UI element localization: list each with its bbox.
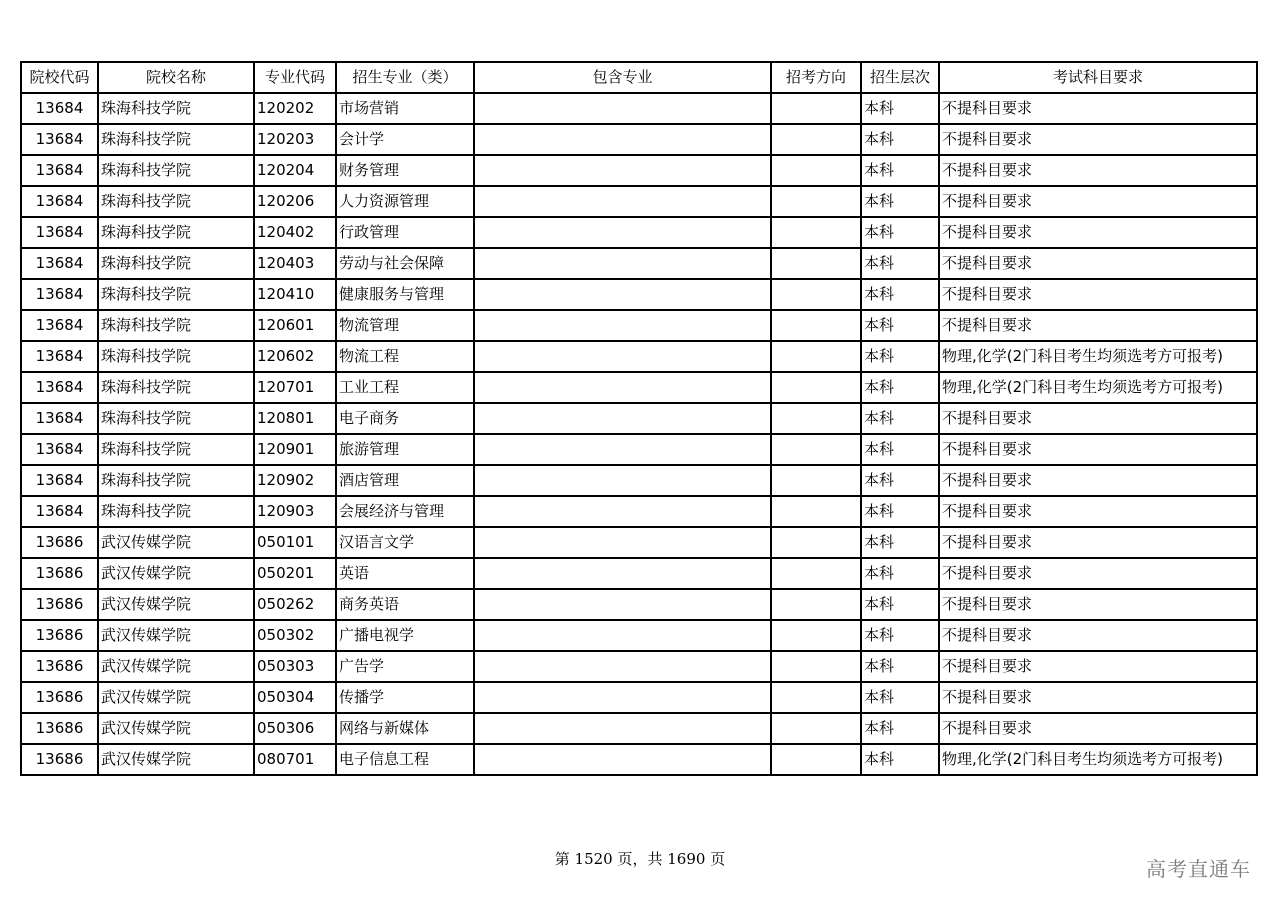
cell-direction [771, 217, 861, 248]
cell-school-code: 13684 [21, 434, 98, 465]
cell-school-code: 13686 [21, 620, 98, 651]
table-row [21, 651, 1257, 682]
cell-direction [771, 713, 861, 744]
cell-major-code: 120402 [254, 217, 336, 248]
cell-level: 本科 [861, 527, 939, 558]
cell-school-code: 13686 [21, 682, 98, 713]
cell-level: 本科 [861, 124, 939, 155]
cell-major: 会展经济与管理 [336, 496, 474, 527]
cell-school-name: 武汉传媒学院 [98, 589, 254, 620]
cell-major-code: 120403 [254, 248, 336, 279]
cell-subject-requirement: 不提科目要求 [939, 465, 1257, 496]
cell-major-code: 050302 [254, 620, 336, 651]
cell-direction [771, 558, 861, 589]
cell-included-majors [474, 620, 771, 651]
cell-direction [771, 186, 861, 217]
cell-subject-requirement: 不提科目要求 [939, 589, 1257, 620]
header-subject-requirement: 考试科目要求 [939, 62, 1257, 93]
cell-level: 本科 [861, 651, 939, 682]
cell-included-majors [474, 248, 771, 279]
cell-direction [771, 682, 861, 713]
cell-direction [771, 527, 861, 558]
header-major-code: 专业代码 [254, 62, 336, 93]
cell-subject-requirement: 不提科目要求 [939, 682, 1257, 713]
table-row [21, 341, 1257, 372]
cell-subject-requirement: 不提科目要求 [939, 310, 1257, 341]
cell-school-code: 13684 [21, 496, 98, 527]
cell-major: 电子商务 [336, 403, 474, 434]
cell-major: 传播学 [336, 682, 474, 713]
cell-major: 网络与新媒体 [336, 713, 474, 744]
cell-school-name: 珠海科技学院 [98, 155, 254, 186]
cell-school-code: 13684 [21, 310, 98, 341]
cell-major: 物流工程 [336, 341, 474, 372]
cell-direction [771, 434, 861, 465]
cell-major-code: 120901 [254, 434, 336, 465]
cell-school-name: 珠海科技学院 [98, 186, 254, 217]
cell-subject-requirement: 不提科目要求 [939, 248, 1257, 279]
cell-level: 本科 [861, 372, 939, 403]
cell-subject-requirement: 物理,化学(2门科目考生均须选考方可报考) [939, 744, 1257, 775]
cell-school-code: 13684 [21, 186, 98, 217]
cell-school-code: 13684 [21, 372, 98, 403]
cell-direction [771, 341, 861, 372]
cell-school-name: 珠海科技学院 [98, 434, 254, 465]
cell-major-code: 120601 [254, 310, 336, 341]
cell-included-majors [474, 496, 771, 527]
cell-major: 行政管理 [336, 217, 474, 248]
watermark: 高考直通车 [1146, 857, 1251, 881]
cell-included-majors [474, 310, 771, 341]
cell-level: 本科 [861, 744, 939, 775]
cell-level: 本科 [861, 217, 939, 248]
cell-school-code: 13686 [21, 651, 98, 682]
cell-major: 劳动与社会保障 [336, 248, 474, 279]
cell-school-name: 武汉传媒学院 [98, 682, 254, 713]
cell-school-name: 珠海科技学院 [98, 279, 254, 310]
cell-level: 本科 [861, 620, 939, 651]
cell-major: 会计学 [336, 124, 474, 155]
table-row [21, 155, 1257, 186]
cell-major: 商务英语 [336, 589, 474, 620]
cell-direction [771, 465, 861, 496]
cell-subject-requirement: 不提科目要求 [939, 279, 1257, 310]
cell-school-code: 13684 [21, 248, 98, 279]
cell-major-code: 120203 [254, 124, 336, 155]
cell-direction [771, 93, 861, 124]
cell-school-name: 武汉传媒学院 [98, 744, 254, 775]
cell-level: 本科 [861, 589, 939, 620]
header-school-name: 院校名称 [98, 62, 254, 93]
cell-major: 健康服务与管理 [336, 279, 474, 310]
cell-school-code: 13686 [21, 713, 98, 744]
table-row [21, 279, 1257, 310]
cell-subject-requirement: 物理,化学(2门科目考生均须选考方可报考) [939, 341, 1257, 372]
cell-school-code: 13684 [21, 279, 98, 310]
cell-major: 电子信息工程 [336, 744, 474, 775]
cell-included-majors [474, 155, 771, 186]
cell-subject-requirement: 不提科目要求 [939, 403, 1257, 434]
cell-level: 本科 [861, 341, 939, 372]
cell-level: 本科 [861, 403, 939, 434]
cell-level: 本科 [861, 279, 939, 310]
cell-major: 市场营销 [336, 93, 474, 124]
cell-included-majors [474, 682, 771, 713]
cell-school-name: 武汉传媒学院 [98, 620, 254, 651]
table-row [21, 713, 1257, 744]
cell-direction [771, 155, 861, 186]
cell-major-code: 050201 [254, 558, 336, 589]
cell-included-majors [474, 527, 771, 558]
table-row [21, 217, 1257, 248]
cell-school-code: 13684 [21, 217, 98, 248]
cell-included-majors [474, 465, 771, 496]
cell-major-code: 120903 [254, 496, 336, 527]
cell-major-code: 080701 [254, 744, 336, 775]
table-row [21, 248, 1257, 279]
table-row [21, 310, 1257, 341]
cell-level: 本科 [861, 155, 939, 186]
cell-school-name: 珠海科技学院 [98, 496, 254, 527]
table-row [21, 434, 1257, 465]
cell-direction [771, 372, 861, 403]
cell-school-name: 武汉传媒学院 [98, 527, 254, 558]
cell-major-code: 050262 [254, 589, 336, 620]
cell-subject-requirement: 不提科目要求 [939, 217, 1257, 248]
cell-school-code: 13686 [21, 527, 98, 558]
cell-subject-requirement: 物理,化学(2门科目考生均须选考方可报考) [939, 372, 1257, 403]
table-row [21, 589, 1257, 620]
cell-level: 本科 [861, 310, 939, 341]
table-row [21, 186, 1257, 217]
cell-level: 本科 [861, 93, 939, 124]
cell-included-majors [474, 558, 771, 589]
cell-direction [771, 744, 861, 775]
table-row [21, 93, 1257, 124]
cell-included-majors [474, 93, 771, 124]
cell-school-name: 珠海科技学院 [98, 372, 254, 403]
cell-school-name: 珠海科技学院 [98, 93, 254, 124]
cell-level: 本科 [861, 713, 939, 744]
cell-subject-requirement: 不提科目要求 [939, 651, 1257, 682]
cell-major: 广播电视学 [336, 620, 474, 651]
cell-school-name: 珠海科技学院 [98, 465, 254, 496]
cell-major-code: 120801 [254, 403, 336, 434]
table-header [21, 62, 1257, 93]
cell-included-majors [474, 713, 771, 744]
cell-school-name: 珠海科技学院 [98, 341, 254, 372]
table-row [21, 558, 1257, 589]
cell-subject-requirement: 不提科目要求 [939, 124, 1257, 155]
cell-major-code: 050304 [254, 682, 336, 713]
cell-school-code: 13686 [21, 744, 98, 775]
cell-included-majors [474, 217, 771, 248]
cell-subject-requirement: 不提科目要求 [939, 186, 1257, 217]
cell-subject-requirement: 不提科目要求 [939, 620, 1257, 651]
cell-school-code: 13684 [21, 341, 98, 372]
cell-direction [771, 279, 861, 310]
header-row [21, 62, 1257, 93]
cell-included-majors [474, 279, 771, 310]
cell-school-name: 武汉传媒学院 [98, 713, 254, 744]
cell-direction [771, 496, 861, 527]
admissions-table [20, 61, 1258, 776]
table-body [21, 93, 1257, 775]
cell-school-code: 13684 [21, 93, 98, 124]
cell-included-majors [474, 124, 771, 155]
cell-school-code: 13686 [21, 558, 98, 589]
cell-subject-requirement: 不提科目要求 [939, 527, 1257, 558]
cell-included-majors [474, 403, 771, 434]
header-included-majors: 包含专业 [474, 62, 771, 93]
cell-major: 物流管理 [336, 310, 474, 341]
cell-direction [771, 403, 861, 434]
cell-subject-requirement: 不提科目要求 [939, 93, 1257, 124]
cell-major: 人力资源管理 [336, 186, 474, 217]
header-major: 招生专业（类） [336, 62, 474, 93]
table-row [21, 465, 1257, 496]
cell-school-code: 13686 [21, 589, 98, 620]
cell-school-name: 珠海科技学院 [98, 248, 254, 279]
cell-school-name: 武汉传媒学院 [98, 651, 254, 682]
cell-school-name: 珠海科技学院 [98, 403, 254, 434]
cell-direction [771, 651, 861, 682]
cell-major: 旅游管理 [336, 434, 474, 465]
cell-level: 本科 [861, 248, 939, 279]
cell-major-code: 120602 [254, 341, 336, 372]
page-footer: 第 1520 页，共 1690 页 [554, 850, 726, 868]
cell-direction [771, 620, 861, 651]
cell-major: 财务管理 [336, 155, 474, 186]
cell-level: 本科 [861, 465, 939, 496]
cell-school-code: 13684 [21, 124, 98, 155]
cell-major-code: 050101 [254, 527, 336, 558]
cell-major-code: 120206 [254, 186, 336, 217]
cell-major-code: 120902 [254, 465, 336, 496]
cell-level: 本科 [861, 434, 939, 465]
cell-major-code: 120410 [254, 279, 336, 310]
cell-major: 汉语言文学 [336, 527, 474, 558]
table-row [21, 682, 1257, 713]
cell-major: 英语 [336, 558, 474, 589]
table-row [21, 496, 1257, 527]
table-row [21, 124, 1257, 155]
table-row [21, 527, 1257, 558]
table-row [21, 372, 1257, 403]
cell-included-majors [474, 744, 771, 775]
cell-major: 广告学 [336, 651, 474, 682]
cell-direction [771, 310, 861, 341]
cell-direction [771, 248, 861, 279]
cell-included-majors [474, 651, 771, 682]
table-row [21, 620, 1257, 651]
cell-included-majors [474, 372, 771, 403]
cell-major: 酒店管理 [336, 465, 474, 496]
cell-level: 本科 [861, 558, 939, 589]
cell-major: 工业工程 [336, 372, 474, 403]
cell-included-majors [474, 434, 771, 465]
cell-school-name: 珠海科技学院 [98, 310, 254, 341]
cell-subject-requirement: 不提科目要求 [939, 558, 1257, 589]
table-row [21, 403, 1257, 434]
cell-school-name: 武汉传媒学院 [98, 558, 254, 589]
cell-level: 本科 [861, 186, 939, 217]
cell-subject-requirement: 不提科目要求 [939, 434, 1257, 465]
header-school-code: 院校代码 [21, 62, 98, 93]
cell-school-code: 13684 [21, 155, 98, 186]
cell-subject-requirement: 不提科目要求 [939, 496, 1257, 527]
cell-level: 本科 [861, 682, 939, 713]
cell-subject-requirement: 不提科目要求 [939, 155, 1257, 186]
cell-included-majors [474, 589, 771, 620]
cell-included-majors [474, 341, 771, 372]
cell-major-code: 050306 [254, 713, 336, 744]
cell-school-name: 珠海科技学院 [98, 124, 254, 155]
cell-school-code: 13684 [21, 465, 98, 496]
cell-subject-requirement: 不提科目要求 [939, 713, 1257, 744]
cell-major-code: 120204 [254, 155, 336, 186]
cell-major-code: 120202 [254, 93, 336, 124]
header-level: 招生层次 [861, 62, 939, 93]
cell-major-code: 050303 [254, 651, 336, 682]
table-row [21, 744, 1257, 775]
cell-direction [771, 124, 861, 155]
cell-level: 本科 [861, 496, 939, 527]
cell-school-name: 珠海科技学院 [98, 217, 254, 248]
cell-included-majors [474, 186, 771, 217]
cell-major-code: 120701 [254, 372, 336, 403]
header-direction: 招考方向 [771, 62, 861, 93]
cell-direction [771, 589, 861, 620]
cell-school-code: 13684 [21, 403, 98, 434]
